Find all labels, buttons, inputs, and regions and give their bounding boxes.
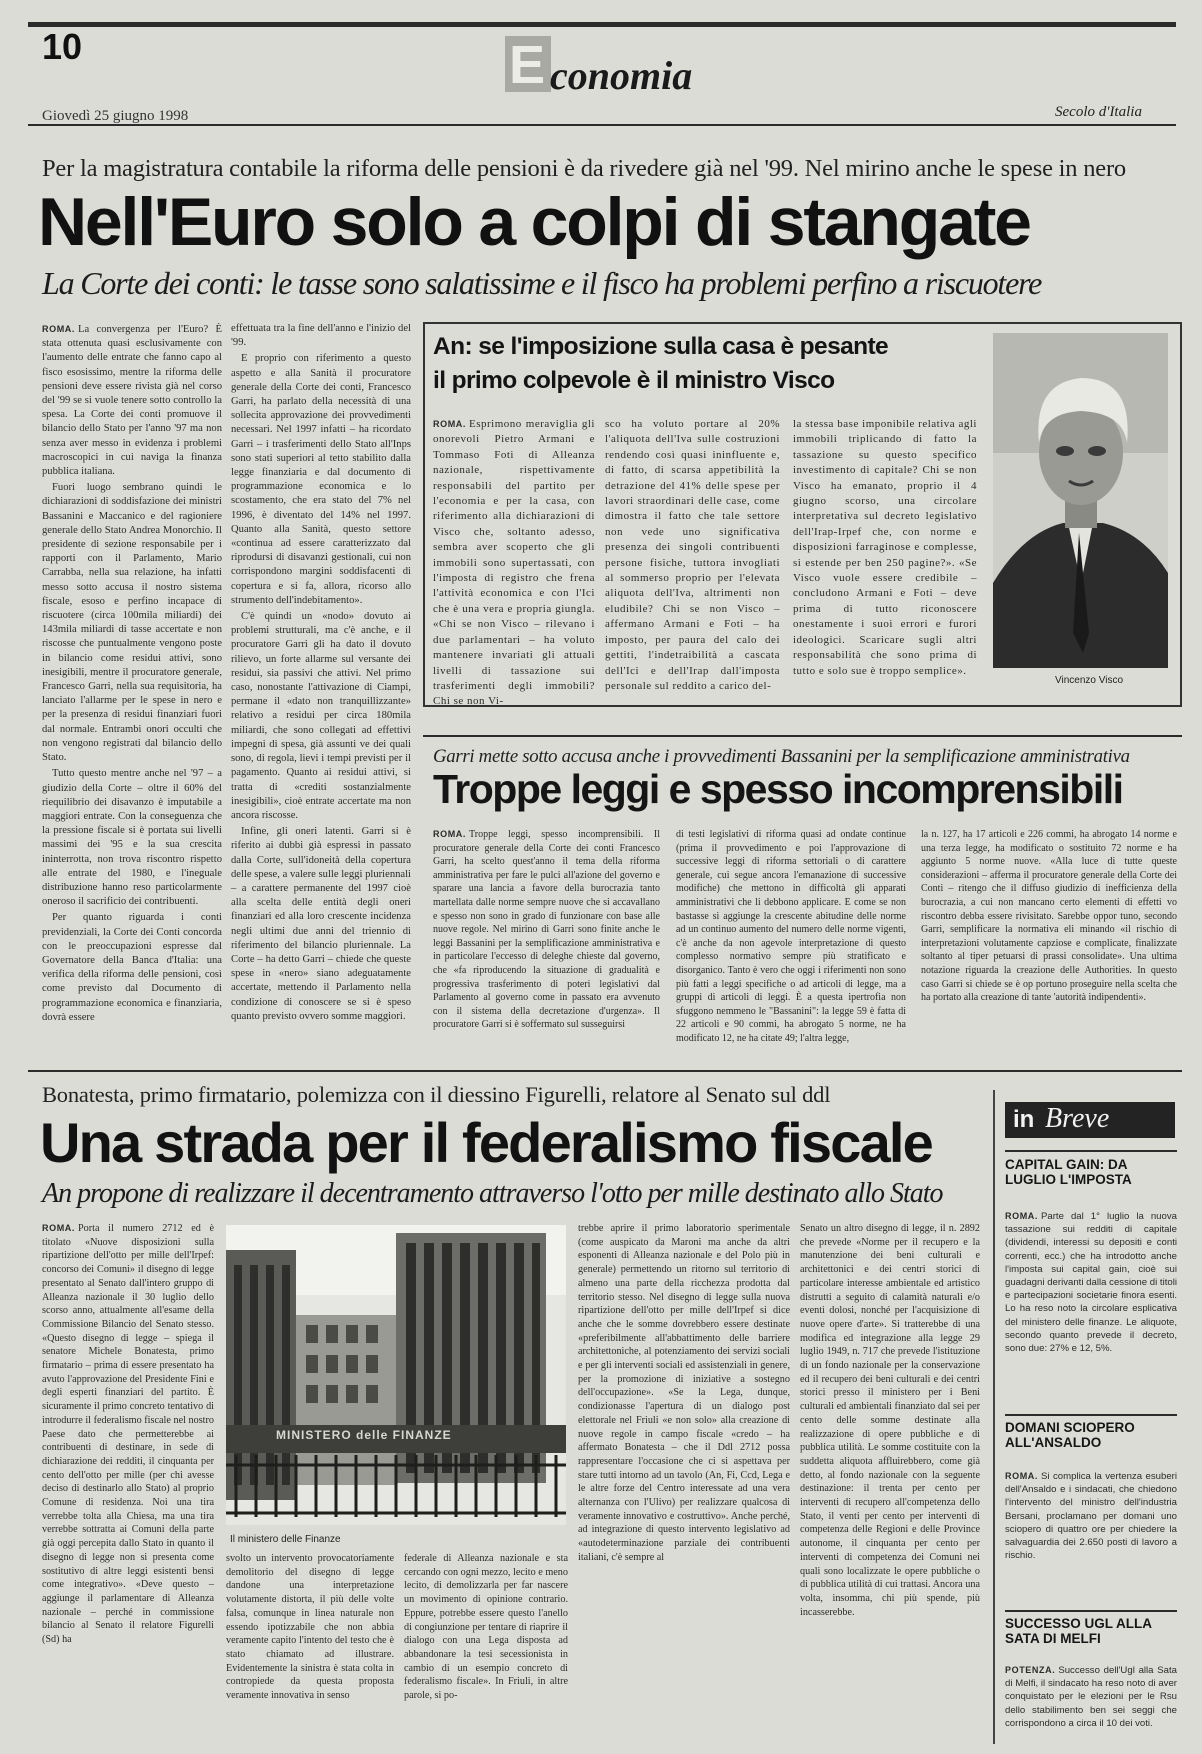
main-col2-paragraph: effettuata tra la fine dell'anno e l'inizio del '99. bbox=[231, 323, 411, 349]
federalismo-col2-text: svolto un intervento provocatoriamente demolitorio del disegno di legge dandone una interpretazione volutamente distorta, il più delle volte falsa, comunque in linea naturale non essendo ipotizzabile che non abbia veramente capito l'intento del testo che è stato chiamato ad illustrare. Evidentemente la sinistra è stata colta in contropiede da questa proposta veramente innovativa in senso bbox=[226, 1553, 394, 1702]
brief-title-ansaldo: DOMANI SCIOPERO ALL'ANSALDO bbox=[1005, 1420, 1135, 1450]
in-breve-logo bbox=[1005, 1102, 1175, 1138]
brief-text: Si complica la vertenza esuberi dell'Ansaldo e i sindacati, che chiedono l'intervento del ministro dell'industria Bersani, proclamano per domani uno sciopero di quattro ore per chiedere la salvaguardia dei 2.650 posti di lavoro a rischio. bbox=[1005, 1471, 1177, 1562]
in-breve-logo-rest: Breve bbox=[1045, 1103, 1110, 1134]
brief-body-capital-gain bbox=[1005, 1210, 1177, 1410]
visco-photo bbox=[993, 333, 1168, 668]
federalismo-top-rule bbox=[28, 1070, 1182, 1072]
federalismo-column-1 bbox=[42, 1222, 214, 1744]
brief-body-ansaldo bbox=[1005, 1470, 1177, 1600]
main-subheadline: La Corte dei conti: le tasse sono salatissime e il fisco ha problemi perfino a riscuotere bbox=[42, 265, 1042, 301]
visco-headline-line1: An: se l'imposizione sulla casa è pesante bbox=[433, 333, 889, 360]
brief-body-ugl bbox=[1005, 1664, 1177, 1746]
brief-rule bbox=[1005, 1414, 1177, 1416]
leggi-col1-text: Troppe leggi, spesso incomprensibili. Il procuratore generale della Corte dei conti Francesco Garri, ha scelto quest'anno il tema della riforma amministrativa per fare le pulci all'azione del governo e sparare una lancia a favore della burocrazia tanto martellata dalle norme sempre nuove che si accavallano e spesso non sono in grado di funzionare con base alle nuove regole. Nel mirino di Garri sono finite anche le leggi Bassanini per la semplificazione amministrativa e in particolare l'eccesso di deleghe chieste dal governo, che «fa riproducendo la situazione di gradualità e progressiva trasferimento di poteri legislativi dal Parlamento al governo come in passato era avvenuto con il sistema della decretazione d'urgenza». Il procuratore Garri si è soffermato sul susseguirsi bbox=[433, 829, 660, 1031]
main-headline: Nell'Euro solo a colpi di stangate bbox=[38, 184, 1030, 260]
leggi-column-2 bbox=[676, 828, 906, 1050]
main-col2-paragraph: C'è quindi un «nodo» dovuto ai problemi strutturali, ma c'è anche, e il procuratore Garri gli ha dato il dovuto rilievo, un forte allarme sul versante dei residui, sia passivi che attivi. Nel primo caso, nonostante l'attivazione di Ciampi, permane il «dato non tranquillizzante» relativo a residui per circa 180mila miliardi, che sono collegati ad effettivi impegni di spesa, già assunti ve dei quali sono, di regola, lievi i tempi previsti per il pagamento. Quanto ai residui attivi, si tratta di «crediti sostanzialmente inesigibili», cioè entrate accertate ma non ancora riscosse. bbox=[231, 611, 411, 821]
federalismo-col5-text: Senato un altro disegno di legge, il n. 2892 che prevede «Norme per il recupero e la manutenzione dei beni culturali e architettonici e dei centri storici di particolare interesse ambientale ed artistico distrutti a seguito di calamità naturali e/o eventi dolosi, nonché per l'acquisizione di nuove opere d'arte». Si tratterebbe di una modifica ed integrazione alla legge 29 luglio 1949, n. 717 che prevede l'istituzione di un fondo nazionale per la conservazione ed il recupero dei beni culturali e dei centri storici presso il ministero per i Beni culturali ed ambientali finanziato dal sei per cento delle somme destinate alla realizzazione di opere pubbliche e di pubblica utilità. Le somme costituite con la suddetta aliquota affluirebbero, come già detto, al fondo nazionale con la seguente destinazione: il trenta per cento per interventi di recupero all'competenza dello Stato, il venti per cento per interventi di competenza delle Regioni e delle Province autonome, il cinquanta per cento per interventi di competenza dei Comuni nei quali sono localizzate le opere pubbliche o di pubblica utilità di cui trattasi. Ancora una volta, insomma, chi più spende, più incasserebbe. bbox=[800, 1223, 980, 1618]
federalismo-column-5 bbox=[800, 1222, 980, 1744]
federalismo-column-2 bbox=[226, 1552, 394, 1744]
federalismo-column-4 bbox=[578, 1222, 790, 1744]
federalismo-col3-text: federale di Alleanza nazionale e sta cercando con ogni mezzo, lecito e meno lecito, di demolizzarla per far nascere un movimento di opinione contrario. Eppure, potrebbe essere questo l'anello di congiunzione per tentare di riaprire il dialogo con una Lega disposta ad abbandonare la tesi secessionista in cambio di un esempio concreto di federalismo fiscale». In Friuli, in altre parole, si po- bbox=[404, 1553, 568, 1702]
visco-dateline: ROMA. bbox=[433, 419, 466, 429]
main-dateline: ROMA. bbox=[42, 324, 75, 334]
leggi-top-rule bbox=[423, 735, 1182, 737]
masthead: Secolo d'Italia bbox=[1055, 104, 1142, 120]
main-col1-paragraph: Fuori luogo sembrano quindi le dichiarazioni di soddisfazione dei ministri Bassanini e Maccanico e del ragioniere generale dello Stato Andrea Monorchio. Il presidente di sezione responsabile per i rapporti con il Parlamento, Mario Carrabba, nella sua relazione, ha infatti messo sotto accusa il nostro sistema fiscale, esoso e perfino incapace di riscuotere (circa 100mila miliardi) dei 143mila miliardi di tasse accertate e non riscosse che puntualmente vengono poste in bilancio come residui attivi, sono inesigibili, mentre il procuratore generale, Francesco Garri, nella sua requisitoria, ha lanciato l'allarme per le spese in nero e per la presenza di residui finanziari fuori dal normale. Entrambi onori occulti che non vengono registrati dal bilancio dello Stato. bbox=[42, 482, 222, 764]
issue-date: Giovedì 25 giugno 1998 bbox=[42, 108, 189, 124]
brief-title-capital-gain: CAPITAL GAIN: DA LUGLIO L'IMPOSTA bbox=[1005, 1157, 1132, 1187]
section-initial-block bbox=[505, 35, 551, 95]
brief-dateline: ROMA. bbox=[1005, 1211, 1038, 1221]
brief-rule bbox=[1005, 1150, 1177, 1152]
main-article-column-1 bbox=[42, 322, 222, 1067]
federalismo-kicker: Bonatesta, primo firmatario, polemizza con il diessino Figurelli, relatore al Senato sul ddl bbox=[42, 1082, 831, 1107]
visco-portrait bbox=[993, 333, 1168, 668]
header-rule bbox=[28, 124, 1176, 126]
visco-col3-text: la stessa base imponibile relativa agli immobili triplicando di fatto la tassazione su questo specifico investimento di capitale? Chi se non Visco ha emanato, proprio il 4 giugno scorso, una circolare interpretativa sul decreto legislativo dell'Irap-Irpef che, con norme e disposizioni farraginose e complesse, si estende per ben 250 pagine?». «Se Visco vuole essere credibile – concludono Armani e Foti – deve prima di tutto riconoscere onestamente i suoi errori e furori ideologici. Scaricare sugli altri responsabilità che sono prima di tutto e solo sue è troppo semplice». bbox=[793, 418, 977, 677]
federalismo-subheadline: An propone di realizzare il decentramento attraverso l'otto per mille destinato allo Stato bbox=[42, 1178, 943, 1209]
visco-photo-caption: Vincenzo Visco bbox=[1055, 675, 1124, 686]
federalismo-column-3 bbox=[404, 1552, 568, 1744]
top-rule bbox=[28, 22, 1176, 27]
leggi-kicker: Garri mette sotto accusa anche i provvedimenti Bassanini per la semplificazione amministrativa bbox=[433, 746, 1130, 767]
visco-column-1 bbox=[433, 417, 595, 708]
in-breve-separator bbox=[993, 1090, 995, 1744]
federalismo-col4-text: trebbe aprire il primo laboratorio sperimentale (come auspicato da Maroni ma anche da altri esponenti di Alleanza nazionale e del Polo più in generale) permettendo un ritorno sul territorio di almeno una parte della ricchezza prodotta dal territorio stesso. Nel disegno di legge sulla nuova ripartizione dell'otto per mille dell'Irpef si dice anche che le somme dovrebbero essere destinate «preferibilmente all'abbattimento delle barriere architettoniche, al potenziamento dei servizi sociali e per gli interventi sociali ed assistenziali in genere, per la promozione di iniziative a sostegno dell'occupazione». «Se la Lega, dunque, condizionasse l'apertura di un dialogo post elettorale nel Friuli «e non solo» alla creazione di nuove regole in campo fiscale «credo – ha affermato Bonatesta – che il Ddl 2712 possa rappresentare l'occasione che ci si aspettava per stare tutti intorno ad un tavolo (An, Fi, Ccd, Lega e le altre forze del Centro interessate ad una vera alternanza con l'Ulivo) per realizzare qualcosa di veramente innovativo e costruttivo». Anche perché, ad integrazione di questo intervento legislativo ad «autodeterminazione parziale dei contribuenti italiani, c'è sempre al bbox=[578, 1223, 790, 1563]
brief-title-ugl: SUCCESSO UGL ALLA SATA DI MELFI bbox=[1005, 1616, 1152, 1646]
main-col1-paragraph: Per quanto riguarda i conti previdenziali, la Corte dei Conti concorda con le preoccupazioni espresse dal Governatore della Banca d'Italia: una verifica della riforma delle pensioni, così come previsto dal Documento di programmazione economica e finanziaria, dovrà essere bbox=[42, 912, 222, 1023]
brief-rule bbox=[1005, 1610, 1177, 1612]
leggi-col2-text: di testi legislativi di riforma quasi ad ondate continue (prima il provvedimento e poi l'approvazione di successive leggi di riforma settoriali o di carattere generale, cui segue ancora l'emanazione di successive modifiche) che mettono in difficoltà gli apparati amministrativi che li debbono applicare. E come se non bastasse si aggiunge la crescente abitudine delle norme ad un continuo aumento del numero delle norme vigenti, c'è anche da non agevole interpretazione di questo complesso normativo sempre più stratificato e disorganico. Tanto è vero che oggi i riferimenti non sono più fatti a leggi specifiche o ad articoli di legge, ma a gruppi di articoli di leggi. È a questa ipertrofia non sfuggono nemmeno le "Bassanini": la legge 59 è fatta di 22 articoli e 90 commi, ha abrogato 5 norme, ne ha modificato 12, ne ha citate 49; l'altra legge, bbox=[676, 829, 906, 1044]
visco-col2-text: sco ha voluto portare al 20% l'aliquota dell'Iva sulle costruzioni rendendo così quasi ininfluente e, di fatto, di scarsa appetibilità la detrazione del 41% delle spese per lavori straordinari delle case, come dimostra il fatto che tale settore non vede uno significativa presenza dei singoli contribuenti persone fisiche, tuttora invogliati al sommerso proprio per l'elevata aliquota dell'Iva, altrimenti non eludibile? Chi se non Visco – affermano Armani e Foti – ha imposto, per paura del calo dei gettiti, l'indetraibilità a cascata dell'Ici e dell'Irap dall'imposta personale sul reddito a carico del- bbox=[605, 418, 780, 692]
page-number: 10 bbox=[42, 26, 83, 67]
ministero-sign: MINISTERO delle FINANZE bbox=[276, 1428, 452, 1442]
in-breve-logo-in: in bbox=[1013, 1106, 1035, 1133]
federalismo-headline: Una strada per il federalismo fiscale bbox=[40, 1111, 933, 1174]
main-col1-paragraph: La convergenza per l'Euro? È stata ottenuta quasi esclusivamente con l'aumento delle entrate che fanno capo al fisco esosissimo, mentre la riforma delle pensioni deve essere rivista già nel corso del '99 se si vuole tenere sotto controllo la spesa. La Corte dei conti promuove il bilancio dello Stato per l'anno '97 ma non senza aver messo in evidenza i problemi macroscopici in cui naviga la finanza pubblica italiana. bbox=[42, 324, 222, 478]
main-col2-paragraph: Infine, gli oneri latenti. Garri si è riferito ai dubbi già espressi in passato dalla Corte, sull'idoneità della copertura delle spese, a valere sulle leggi pluriennali – a carattere permanente del 1997 cioè alla scelta delle entità degli oneri finanziari ed alla loro crescente incidenza negli ultimi due anni del triennio di riferimento del bilancio pluriennale. La Corte – ha detto Garri – chiede che queste spese in «nero» siano adeguatamente accertate, mettendo il Parlamento nella condizione di conoscere se si è speso quanto previsto ovvero somme maggiori. bbox=[231, 826, 411, 1022]
leggi-col3-text: la n. 127, ha 17 articoli e 226 commi, ha abrogato 14 norme e una terza legge, ha modificato o sostituito 72 norme e ha aggiunto 5 norme nuove. «Alla luce di tutte queste considerazioni – afferma il procuratore generale della Corte dei Conti – ritengo che il diffuso giudizio di inefficienza della burocrazia, a cui non mancano certo elementi di effetti vo riscontro debba essere rivisitato. Sarebbe oppor tuno, secondo Garri, semplificare la normativa eli minando «il rischio di interpretazioni volutamente capziose e complicate, finalizzate soltanto al tiper petuarsi di prassi consolidate». Una ultima notazione riguarda la creazione delle Authorities. In questo caso Garri si chiede se è op portuno proseguire nella scelta che ha portato alla creazione di tante 'autorità indipendenti». bbox=[921, 829, 1177, 1004]
federalismo-col1-text: Porta il numero 2712 ed è titolato «Nuove disposizioni sulla ripartizione dell'otto per mille dell'Irpef: concorso dei Comuni» il disegno di legge presentato al Senato dall'intero gruppo di Alleanza nazionale il 30 luglio dello scorso anno, attualmente all'esame della Commissione Bilancio del Senato stesso. «Questo disegno di legge – spiega il senatore Michele Bonatesta, primo firmatario – prima di essere presentato ha avuto l'approvazione del Presidente Fini e degli esperti finanziari del partito. È sicuramente il primo concreto tentativo di introdurre il federalismo fiscale nel nostro Paese dato che permetterebbe ai contribuenti di destinare, in sede di dichiarazione dei redditi, il cinquanta per cento dell'otto per mille (per chi avesse deciso di destinarlo allo Stato) al proprio Comune di residenza. Noi una tira verrebbe tolta alla Chiesa, ma una tira verrebbe sottratta ai Comuni della parte già oggi percepita dallo Stato in quanto il disegno di legge non si presenta come sostitutivo di altre leggi esistenti bensì come integrativo». «Deve questo – aggiunge il parlamentare di Alleanza nazionale – perché in commissione bilancio al Senato il relatore Figurelli (Sd) ha bbox=[42, 1223, 214, 1646]
visco-column-3 bbox=[793, 417, 977, 692]
section-title: conomia bbox=[550, 53, 693, 98]
leggi-dateline: ROMA. bbox=[433, 829, 466, 839]
ministero-photo bbox=[226, 1225, 566, 1525]
visco-headline-line2: il primo colpevole è il ministro Visco bbox=[433, 367, 835, 394]
brief-dateline: ROMA. bbox=[1005, 1471, 1038, 1481]
visco-column-2 bbox=[605, 417, 780, 692]
leggi-column-3 bbox=[921, 828, 1177, 1050]
main-col2-paragraph: E proprio con riferimento a questo aspetto e alla Sanità il procuratore generale della Corte dei conti, Francesco Garri, ha parlato della necessità di una sollecita approvazione dei provvedimenti necessari. Nel 1997 infatti – ha ricordato Garri – i trasferimenti dello Stato all'Inps sono stati superiori al tetto stabilito dalla legge finanziaria e dal documento di programmazione economica e lo scostamento, che era stato del 7% nel 1996, è diventato del 14% nel 1997. Quanto alla Sanità, questo settore «continua ad essere caratterizzato dal riprodursi di disavanzi gestionali, cui non corrispondono margini soddisfacenti di copertura e si fa, allora, ricorso allo strumento dell'indebitamento». bbox=[231, 353, 411, 606]
section-initial: E bbox=[509, 35, 546, 95]
visco-col1-text: Esprimono meraviglia gli onorevoli Pietro Armani e Tommaso Foti di Alleanza nazionale, rispettivamente responsabili del partito per l'economia e per la casa, con riferimento alla dichiarazioni di Visco che, soltanto adesso, sembra aver scoperto che gli immobili sono supertassati, con l'imposta di registro che frena l'attività economica e con l'Ici che è una vera e propria giungla. «Chi se non Visco – rilevano i due parlamentari – ha voluto mantenere invariati gli attuali livelli di tassazione sui trasferimenti degli immobili? Chi se non Vi- bbox=[433, 418, 595, 708]
leggi-column-1 bbox=[433, 828, 660, 1050]
leggi-headline: Troppe leggi e spesso incomprensibili bbox=[433, 766, 1123, 812]
brief-dateline: POTENZA. bbox=[1005, 1665, 1056, 1675]
ministero-photo-caption: Il ministero delle Finanze bbox=[230, 1534, 341, 1545]
brief-text: Parte dal 1° luglio la nuova tassazione sui redditi di capitale (dividendi, interessi su depositi e conti correnti, ecc.) che ha introdotto anche l'imposta sui capital gain, cioè sui guadagni derivanti dalla cessione di titoli e partecipazioni societarie finora esenti. Lo ha reso noto la circolare esplicativa del ministero delle finanze. Le aliquote, secondo quanto prevede il decreto, sono due: 27% e 12, 5%. bbox=[1005, 1211, 1177, 1355]
ministero-building-image bbox=[226, 1225, 566, 1525]
main-kicker: Per la magistratura contabile la riforma delle pensioni è da rivedere già nel '99. Nel mirino anche le spese in nero bbox=[42, 155, 1126, 182]
main-col1-paragraph: Tutto questo mentre anche nel '97 – a giudizio della Corte – oltre il 60% del riequilibrio dei disavanzo è imputabile a maggiori entrate. Con la conseguenza che la pressione fiscale si è portata sui livelli massimi dei '95 e la sua crescita ininterrotta, non trova riscontro rispetto alle entrate del 1980, e l'ineguale distribuzione hanno reso particolarmente oneroso il sacrificio dei contribuenti. bbox=[42, 768, 222, 908]
federalismo-dateline: ROMA. bbox=[42, 1223, 75, 1233]
main-article-column-2 bbox=[231, 322, 411, 1067]
brief-text: Successo dell'Ugl alla Sata di Melfi, il sindacato ha reso noto di aver conquistato per le elezioni per le Rsu dello stabilimento ben sei seggi che corrispondono a circa il 10 dei voti. bbox=[1005, 1665, 1177, 1729]
